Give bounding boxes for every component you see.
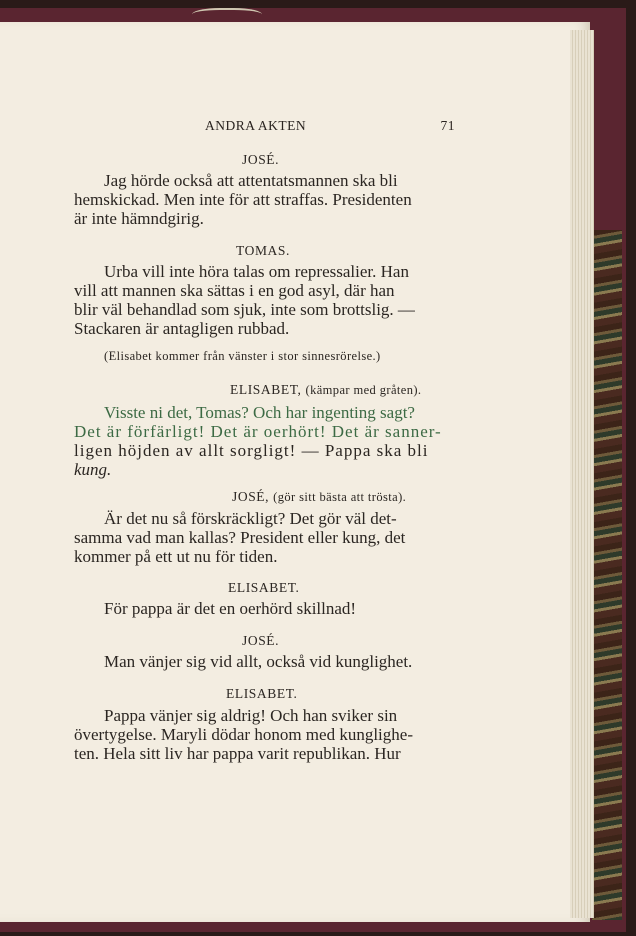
- dialogue-line: blir väl behandlad som sjuk, inte som brottslig. —: [74, 300, 415, 319]
- dialogue-line: övertygelse. Maryli dödar honom med kunglighe-: [74, 725, 413, 744]
- speaker-direction: (gör sitt bästa att trösta).: [273, 490, 407, 504]
- dialogue-line: ten. Hela sitt liv har pappa varit republikan. Hur: [74, 744, 401, 763]
- page-edges: [570, 30, 594, 918]
- dialogue-line-italic: kung.: [74, 460, 112, 479]
- speaker-name: JOSÉ.: [242, 152, 280, 167]
- speaker-name: ELISABET,: [230, 382, 302, 397]
- speaker-heading: [232, 489, 406, 505]
- speaker-name: JOSÉ.: [242, 633, 280, 648]
- dialogue-line: Jag hörde också att attentatsmannen ska bli: [104, 171, 398, 190]
- speaker-name: TOMAS.: [236, 243, 290, 258]
- speaker-heading: [230, 382, 421, 398]
- dialogue-line: ligen höjden av allt sorgligt! — Pappa ska bli: [74, 441, 429, 460]
- marbled-endpaper: [592, 230, 622, 920]
- speaker-name: JOSÉ,: [232, 489, 270, 504]
- stage-direction: (Elisabet kommer från vänster i stor sinnesrörelse.): [104, 349, 381, 363]
- header-title: ANDRA AKTEN: [205, 118, 307, 133]
- dialogue-line: Det är förfärligt! Det är oerhört! Det är sanner-: [74, 422, 442, 441]
- page-number: 71: [440, 118, 455, 133]
- dialogue-line: Visste ni det, Tomas? Och har ingenting sagt?: [104, 403, 415, 422]
- dialogue-line: Man vänjer sig vid allt, också vid kunglighet.: [104, 652, 413, 671]
- speaker-direction: (kämpar med gråten).: [305, 383, 422, 397]
- dialogue-line: vill att mannen ska sättas i en god asyl, där han: [74, 281, 395, 300]
- dialogue-line: Urba vill inte höra talas om repressalier. Han: [104, 262, 409, 281]
- dialogue-line: För pappa är det en oerhörd skillnad!: [104, 599, 357, 618]
- dialogue-line: Stackaren är antagligen rubbad.: [74, 319, 290, 338]
- speaker-name: ELISABET.: [228, 580, 300, 595]
- dialogue-line: samma vad man kallas? President eller kung, det: [74, 528, 406, 547]
- binding-mark: [192, 8, 262, 24]
- running-header: [205, 118, 455, 138]
- dialogue-line: kommer på ett ut nu för tiden.: [74, 547, 278, 566]
- speaker-name: ELISABET.: [226, 686, 298, 701]
- dialogue-line: Pappa vänjer sig aldrig! Och han sviker sin: [104, 706, 398, 725]
- dialogue-line: hemskickad. Men inte för att straffas. Presidenten: [74, 190, 412, 209]
- dialogue-line: är inte hämndgirig.: [74, 209, 204, 228]
- dialogue-line: Är det nu så förskräckligt? Det gör väl det-: [104, 509, 397, 528]
